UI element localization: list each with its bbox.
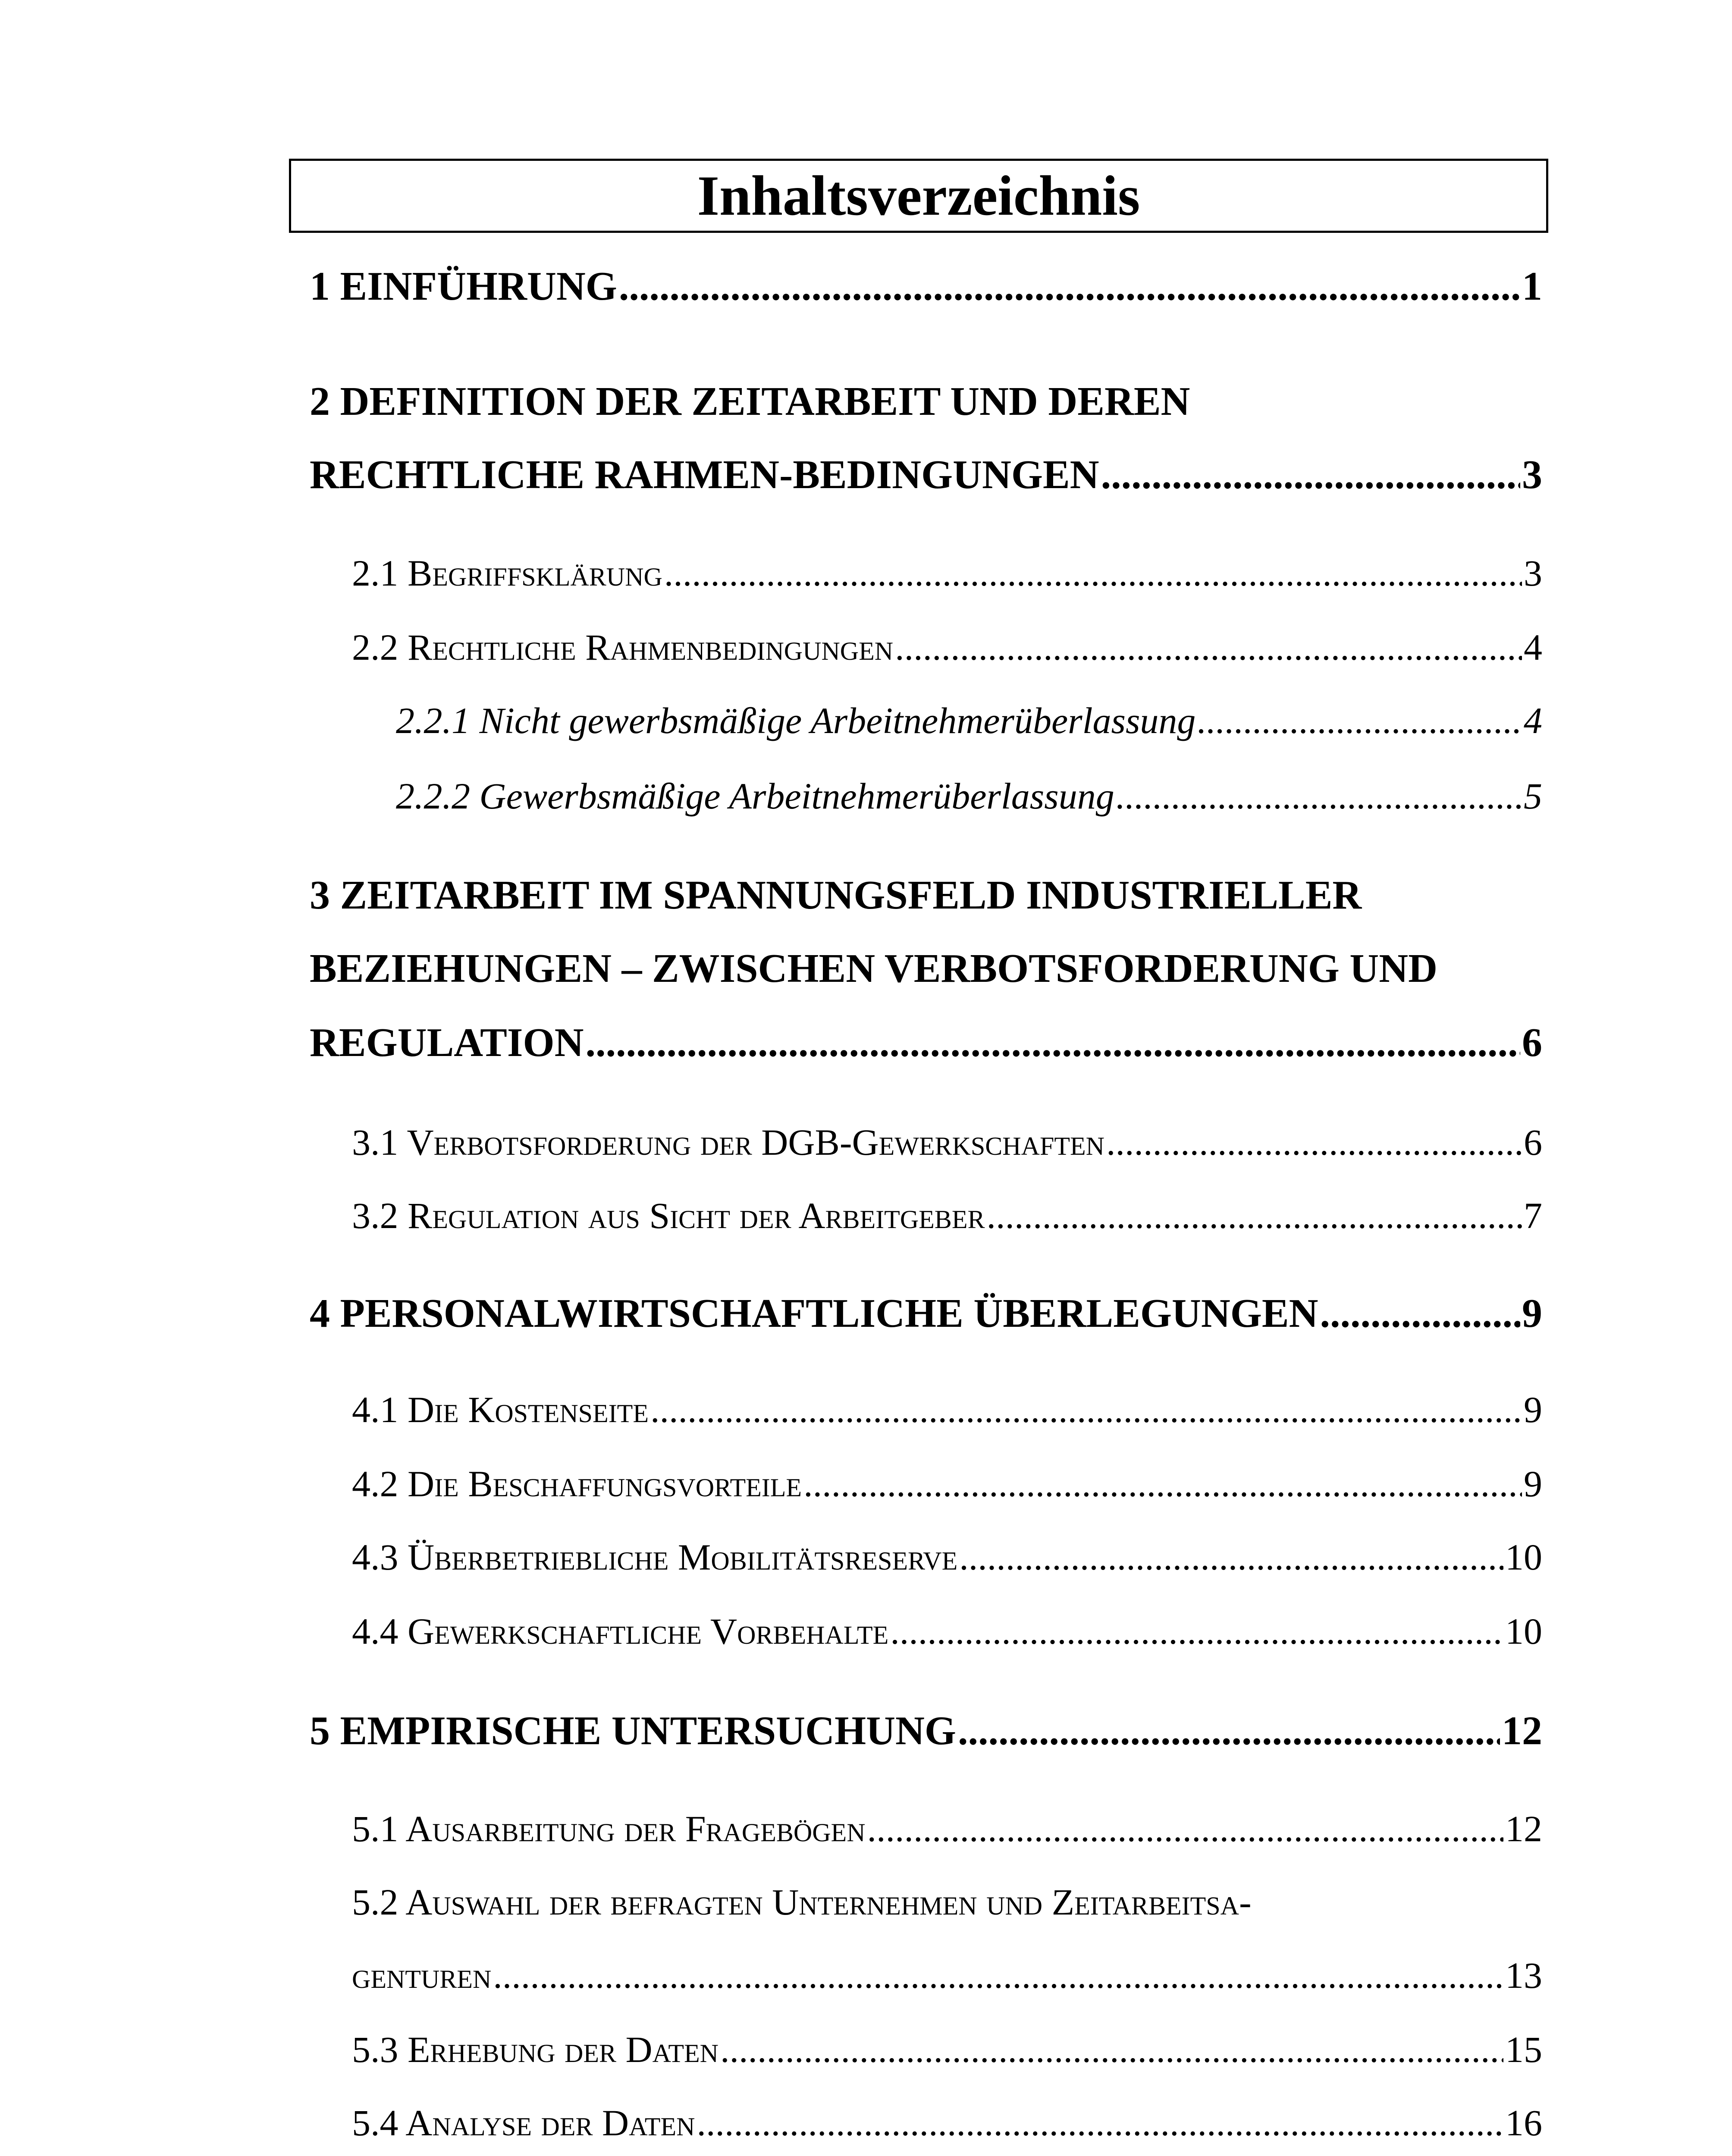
toc-page: 6 [1522, 1020, 1542, 1065]
toc-page: 10 [1505, 1611, 1542, 1652]
toc-page: 12 [1502, 1708, 1542, 1753]
toc-page: 3 [1522, 452, 1542, 497]
toc-page: 10 [1505, 1536, 1542, 1578]
toc-page: 4 [1524, 700, 1542, 741]
leader-dots [697, 2101, 1503, 2145]
leader-dots [1197, 699, 1522, 743]
toc-entry-2-2[interactable] [352, 625, 1542, 670]
toc-page: 9 [1522, 1291, 1542, 1336]
leader-dots [959, 1535, 1503, 1579]
leader-dots [1101, 451, 1520, 499]
toc-page: 9 [1524, 1389, 1542, 1430]
leader-dots [867, 1807, 1503, 1851]
toc-entry-4-1[interactable] [352, 1388, 1542, 1432]
toc-entry-3[interactable] [310, 1018, 1542, 1067]
toc-entry-5-2[interactable] [352, 1953, 1542, 1998]
toc-label: genturen [352, 1955, 492, 1996]
toc-label: 3.1 Verbotsforderung der DGB-Gewerkschaften [352, 1122, 1104, 1163]
leader-dots [895, 625, 1522, 670]
toc-page: 7 [1524, 1195, 1542, 1236]
toc-entry-1[interactable] [310, 262, 1542, 311]
leader-dots [650, 1388, 1522, 1432]
toc-label: 1 EINFÜHRUNG [310, 264, 617, 309]
leader-dots [1320, 1289, 1520, 1338]
leader-dots [890, 1609, 1503, 1654]
toc-entry-5-2-line1[interactable]: 5.2 Auswahl der befragten Unternehmen und Zeitarbeitsa- [352, 1881, 1252, 1923]
toc-label: 5 EMPIRISCHE UNTERSUCHUNG [310, 1708, 956, 1753]
toc-label: 5.4 Analyse der Daten [352, 2102, 695, 2143]
toc-entry-4[interactable] [310, 1289, 1542, 1338]
toc-entry-3-1[interactable] [352, 1120, 1542, 1165]
toc-page: 15 [1505, 2029, 1542, 2070]
toc-entry-4-2[interactable] [352, 1462, 1542, 1506]
toc-page: 9 [1524, 1463, 1542, 1504]
leader-dots [585, 1018, 1520, 1067]
toc-label: 2.1 Begriffsklärung [352, 552, 662, 594]
leader-dots [619, 262, 1520, 311]
toc-entry-2-1[interactable] [352, 551, 1542, 595]
toc-entry-3-line2[interactable]: BEZIEHUNGEN – ZWISCHEN VERBOTSFORDERUNG UND [310, 946, 1438, 991]
toc-page: 1 [1522, 264, 1542, 309]
toc-entry-3-2[interactable] [352, 1194, 1542, 1238]
toc-page: 4 [1524, 627, 1542, 668]
toc-label: 4.1 Die Kostenseite [352, 1389, 649, 1430]
toc-label: 4.3 Überbetriebliche Mobilitätsreserve [352, 1536, 958, 1578]
toc-entry-5-4[interactable] [352, 2101, 1542, 2145]
toc-label: REGULATION [310, 1020, 584, 1065]
toc-entry-4-3[interactable] [352, 1535, 1542, 1579]
toc-page: 5 [1524, 775, 1542, 817]
toc-page: 16 [1505, 2102, 1542, 2143]
toc-page: 3 [1524, 552, 1542, 594]
toc-label: 5.1 Ausarbeitung der Fragebögen [352, 1808, 866, 1849]
toc-entry-4-4[interactable] [352, 1609, 1542, 1654]
toc-entry-2-line1[interactable]: 2 DEFINITION DER ZEITARBEIT UND DEREN [310, 379, 1190, 424]
leader-dots [1106, 1120, 1522, 1165]
toc-entry-3-line1[interactable]: 3 ZEITARBEIT IM SPANNUNGSFELD INDUSTRIELLER [310, 873, 1362, 918]
leader-dots [493, 1953, 1503, 1998]
toc-label: 4 PERSONALWIRTSCHAFTLICHE ÜBERLEGUNGEN [310, 1291, 1318, 1336]
leader-dots [720, 2028, 1503, 2072]
toc-entry-2-2-1[interactable] [396, 699, 1542, 743]
leader-dots [986, 1194, 1522, 1238]
toc-page: 12 [1505, 1808, 1542, 1849]
toc-label: 2.2 Rechtliche Rahmenbedingungen [352, 627, 894, 668]
toc-label: 4.2 Die Beschaffungsvorteile [352, 1463, 802, 1504]
leader-dots [803, 1462, 1522, 1506]
toc-page: 13 [1505, 1955, 1542, 1996]
leader-dots [1116, 774, 1522, 818]
toc-title: Inhaltsverzeichnis [289, 159, 1548, 233]
toc-label: 5.3 Erhebung der Daten [352, 2029, 719, 2070]
toc-entry-2-2-2[interactable] [396, 774, 1542, 818]
leader-dots [664, 551, 1522, 595]
toc-entry-2[interactable] [310, 451, 1542, 499]
toc-label: 2.2.2 Gewerbsmäßige Arbeitnehmerüberlassung [396, 775, 1114, 817]
leader-dots [958, 1707, 1500, 1755]
toc-page: 6 [1524, 1122, 1542, 1163]
toc-entry-5-1[interactable] [352, 1807, 1542, 1851]
toc-label: 2.2.1 Nicht gewerbsmäßige Arbeitnehmerüberlassung [396, 700, 1196, 741]
toc-entry-5[interactable] [310, 1707, 1542, 1755]
toc-label: 3.2 Regulation aus Sicht der Arbeitgeber [352, 1195, 985, 1236]
toc-label: RECHTLICHE RAHMEN-BEDINGUNGEN [310, 452, 1099, 497]
toc-entry-5-3[interactable] [352, 2028, 1542, 2072]
toc-label: 4.4 Gewerkschaftliche Vorbehalte [352, 1611, 889, 1652]
